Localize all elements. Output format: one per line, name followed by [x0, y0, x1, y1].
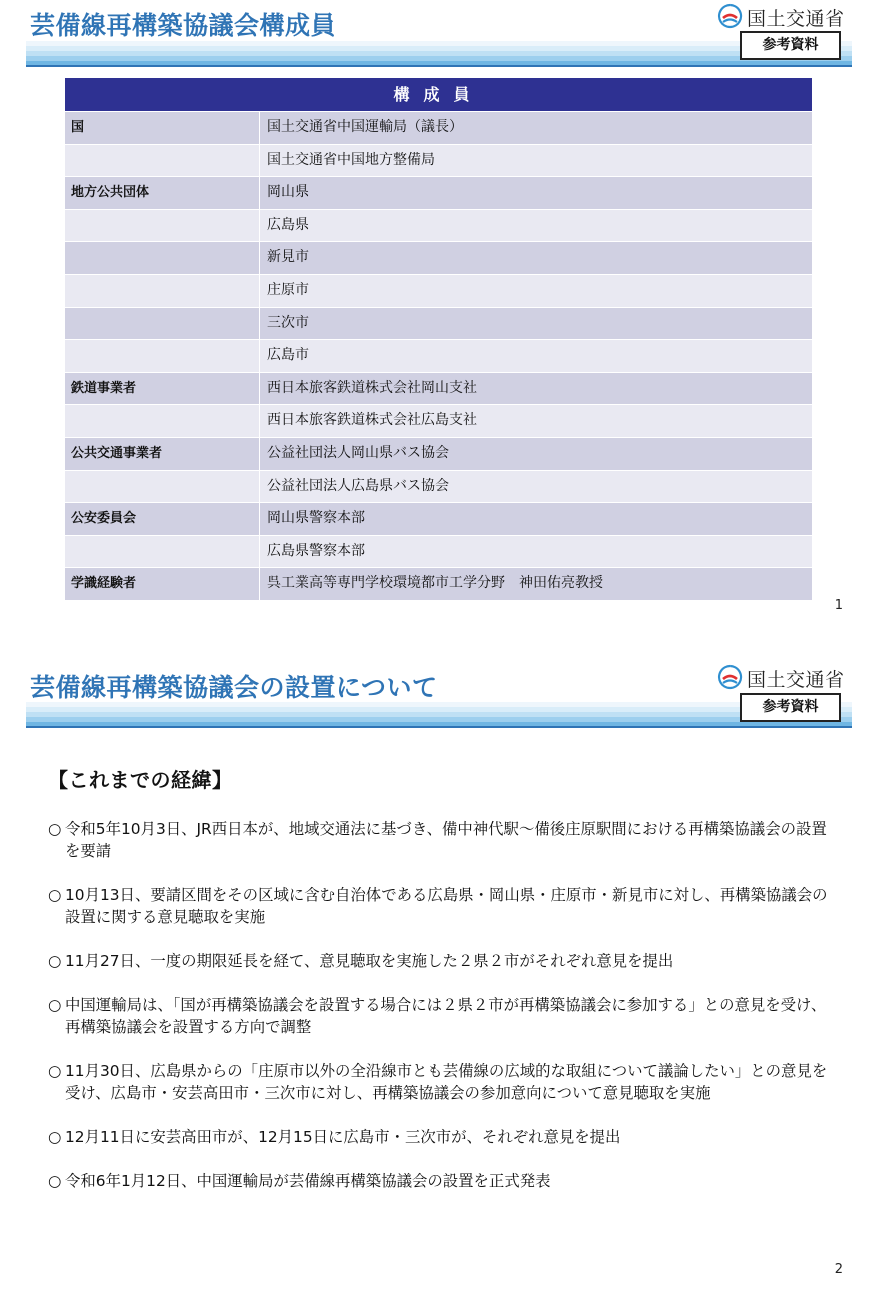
logo-text: 国土交通省	[747, 669, 845, 691]
table-row	[65, 470, 812, 503]
bullet-mark: ○	[48, 820, 62, 838]
bullet-mark: ○	[48, 952, 62, 970]
member-cell: 広島市	[259, 340, 812, 372]
category-cell: 地方公共団体	[71, 185, 150, 201]
page-title: 芸備線再構築協議会構成員	[30, 11, 337, 40]
member-cell: 国土交通省中国運輸局（議長）	[259, 112, 812, 144]
table-row	[65, 176, 812, 209]
category-cell	[65, 210, 259, 242]
logo-text: 国土交通省	[747, 8, 845, 30]
title-band	[26, 41, 852, 67]
category-cell	[65, 275, 259, 307]
category-cell: 鉄道事業者	[71, 380, 137, 396]
category-cell	[65, 308, 259, 340]
category-cell: 国	[71, 120, 85, 135]
table-row	[65, 274, 812, 307]
list-item-text: 11月30日、広島県からの「庄原市以外の全沿線市とも芸備線の広域的な取組について議論したい」との意見を受け、広島市・安芸高田市・三次市に対し、再構築協議会の参加意向について意見聴取を実施	[65, 1062, 828, 1102]
list-item-text: 中国運輸局は、「国が再構築協議会を設置する場合には２県２市が再構築協議会に参加する」との意見を受け、再構築協議会を設置する方向で調整	[65, 996, 827, 1036]
slide-members	[0, 0, 877, 640]
list-item-text: 10月13日、要請区間をその区域に含む自治体である広島県・岡山県・庄原市・新見市に対し、再構築協議会の設置に関する意見聴取を実施	[65, 886, 828, 926]
reference-label: 参考資料	[740, 31, 841, 60]
list-item-text: 11月27日、一度の期限延長を経て、意見聴取を実施した２県２市がそれぞれ意見を提出	[65, 952, 674, 970]
table-row	[65, 535, 812, 568]
table-row	[65, 567, 812, 600]
member-cell: 国土交通省中国地方整備局	[259, 145, 812, 177]
table-row	[65, 502, 812, 535]
bullet-mark: ○	[48, 1128, 62, 1146]
slide-establishment	[0, 650, 877, 1300]
list-item	[48, 818, 838, 862]
category-cell	[65, 145, 259, 177]
category-cell	[65, 471, 259, 503]
table-row	[65, 241, 812, 274]
member-cell: 広島県警察本部	[259, 536, 812, 568]
list-item	[48, 1060, 838, 1104]
mlit-logo-icon	[717, 664, 743, 690]
member-cell: 広島県	[259, 210, 812, 242]
list-item	[48, 1170, 838, 1192]
member-cell: 西日本旅客鉄道株式会社広島支社	[259, 405, 812, 437]
bullet-mark: ○	[48, 1172, 62, 1190]
history-list	[48, 818, 838, 1214]
category-cell	[65, 340, 259, 372]
member-cell: 公益社団法人岡山県バス協会	[259, 438, 812, 470]
member-cell: 庄原市	[259, 275, 812, 307]
list-item	[48, 950, 838, 972]
table-row	[65, 144, 812, 177]
list-item	[48, 1126, 838, 1148]
category-cell	[65, 536, 259, 568]
page-title: 芸備線再構築協議会の設置について	[30, 673, 438, 702]
bullet-mark: ○	[48, 886, 62, 904]
table-row	[65, 307, 812, 340]
member-cell: 岡山県	[259, 177, 812, 209]
list-item-text: 令和6年1月12日、中国運輸局が芸備線再構築協議会の設置を正式発表	[65, 1172, 551, 1190]
table-row	[65, 437, 812, 470]
bullet-mark: ○	[48, 1062, 62, 1080]
member-cell: 公益社団法人広島県バス協会	[259, 471, 812, 503]
member-cell: 呉工業高等専門学校環境都市工学分野 神田佑亮教授	[259, 568, 812, 600]
member-cell: 岡山県警察本部	[259, 503, 812, 535]
list-item	[48, 994, 838, 1038]
list-item-text: 12月11日に安芸高田市が、12月15日に広島市・三次市が、それぞれ意見を提出	[65, 1128, 621, 1146]
table-row	[65, 209, 812, 242]
category-cell: 公共交通事業者	[71, 445, 163, 461]
table-row	[65, 111, 812, 144]
table-row	[65, 404, 812, 437]
mlit-logo-icon	[717, 3, 743, 29]
category-cell	[65, 405, 259, 437]
page-number: 2	[834, 1262, 843, 1277]
member-cell: 新見市	[259, 242, 812, 274]
reference-label: 参考資料	[740, 693, 841, 722]
table-row	[65, 339, 812, 372]
table-header: 構成員	[65, 78, 812, 111]
title-band	[26, 702, 852, 728]
member-cell: 三次市	[259, 308, 812, 340]
table-row	[65, 372, 812, 405]
page-number: 1	[834, 598, 843, 613]
list-item-text: 令和5年10月3日、JR西日本が、地域交通法に基づき、備中神代駅～備後庄原駅間における再構築協議会の設置を要請	[65, 820, 827, 860]
members-table	[65, 78, 812, 600]
category-cell: 学識経験者	[71, 576, 137, 592]
list-item	[48, 884, 838, 928]
category-cell: 公安委員会	[71, 511, 137, 527]
category-cell	[65, 242, 259, 274]
member-cell: 西日本旅客鉄道株式会社岡山支社	[259, 373, 812, 405]
bullet-mark: ○	[48, 996, 62, 1014]
section-heading: 【これまでの経緯】	[48, 768, 233, 792]
